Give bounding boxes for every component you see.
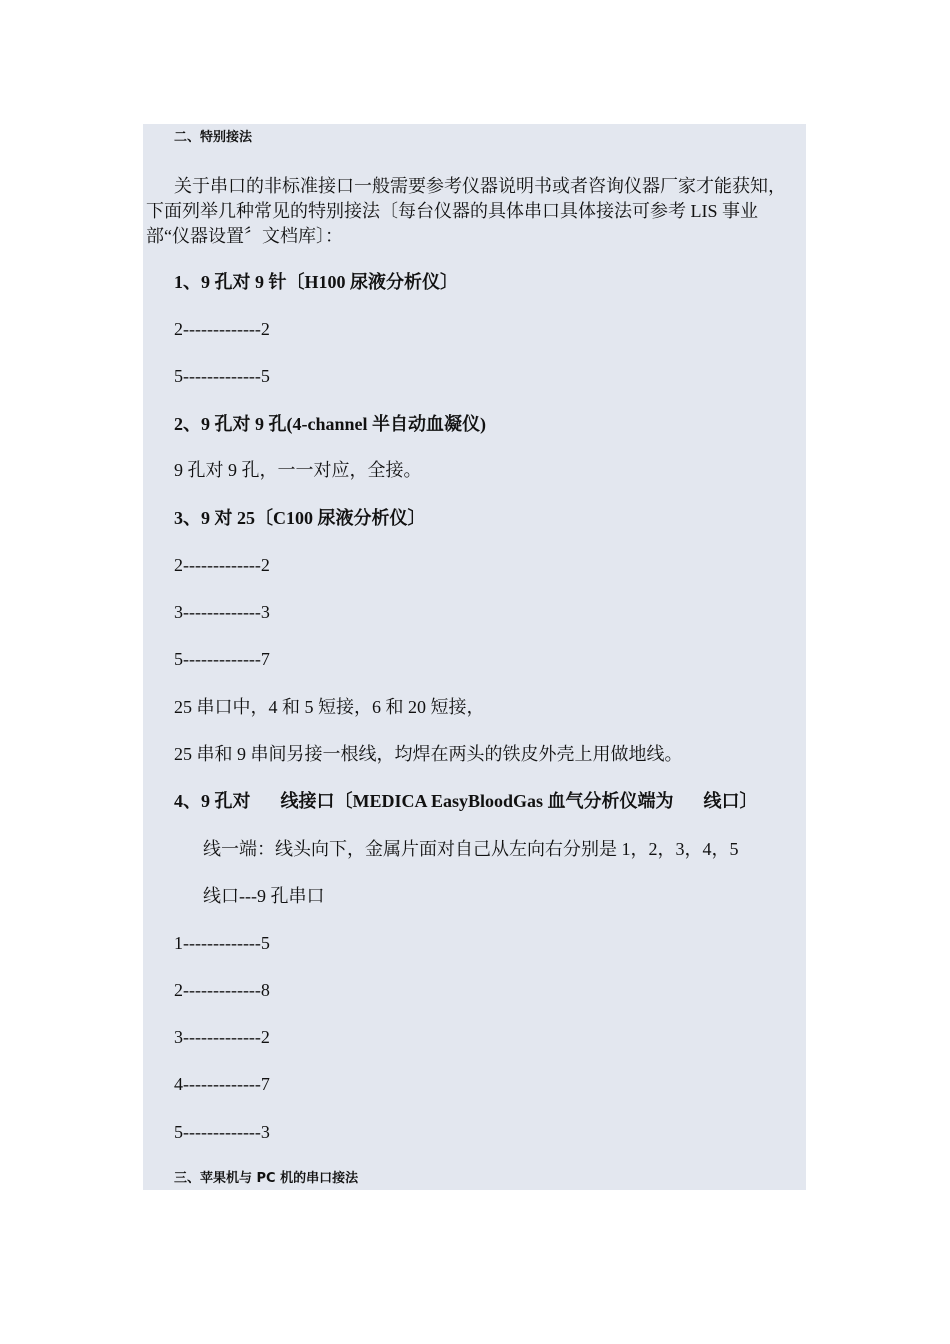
item-4-description-2: 线口---9 孔串口 bbox=[203, 886, 325, 906]
item-3-pin-row: 3-------------3 bbox=[174, 602, 270, 622]
item-1-pin-row: 2-------------2 bbox=[174, 319, 270, 339]
item-4-pin-row: 5-------------3 bbox=[174, 1122, 270, 1142]
item-4-pin-row: 2-------------8 bbox=[174, 980, 270, 1000]
intro-line-3: 部“仪器设置〞文档库〕： bbox=[146, 226, 343, 246]
item-4-heading-part-b: 线接口〔MEDICA EasyBloodGas 血气分析仪端为 bbox=[280, 791, 674, 811]
item-4-heading-part-c: 线口〕 bbox=[703, 791, 758, 811]
item-4-pin-row: 1-------------5 bbox=[174, 933, 270, 953]
item-3-pin-row: 2-------------2 bbox=[174, 555, 270, 575]
item-1-heading: 1、9 孔对 9 针〔H100 尿液分析仪〕 bbox=[174, 272, 458, 292]
section-2-title: 二、特别接法 bbox=[174, 130, 253, 145]
item-4-pin-row: 4-------------7 bbox=[174, 1074, 270, 1094]
item-2-heading: 2、9 孔对 9 孔(4-channel 半自动血凝仪) bbox=[174, 414, 486, 434]
item-4-heading-part-a: 4、9 孔对 bbox=[174, 791, 251, 811]
item-3-note-1: 25 串口中，4 和 5 短接，6 和 20 短接， bbox=[174, 697, 485, 717]
item-3-note-2: 25 串和 9 串间另接一根线，均焊在两头的铁皮外壳上用做地线。 bbox=[174, 744, 683, 764]
intro-line-1: 关于串口的非标准接口一般需要参考仪器说明书或者咨询仪器厂家才能获知， bbox=[174, 176, 786, 196]
intro-line-2: 下面列举几种常见的特别接法〔每台仪器的具体串口具体接法可参考 LIS 事业 bbox=[146, 201, 758, 221]
item-3-pin-row: 5-------------7 bbox=[174, 649, 270, 669]
item-1-pin-row: 5-------------5 bbox=[174, 366, 270, 386]
item-2-description: 9 孔对 9 孔，一一对应，全接。 bbox=[174, 460, 422, 480]
section-3-title: 三、苹果机与 PC 机的串口接法 bbox=[174, 1171, 359, 1186]
item-4-pin-row: 3-------------2 bbox=[174, 1027, 270, 1047]
item-4-description-1: 线一端：线头向下，金属片面对自己从左向右分别是 1，2，3，4，5 bbox=[203, 839, 739, 859]
item-4-heading bbox=[174, 791, 758, 811]
item-3-heading: 3、9 对 25〔C100 尿液分析仪〕 bbox=[174, 508, 426, 528]
